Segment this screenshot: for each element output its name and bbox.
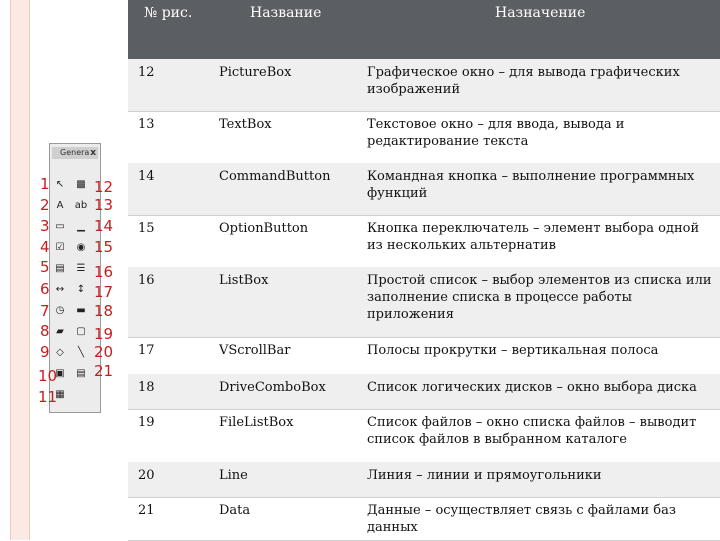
callout-number: 12: [94, 178, 114, 196]
line-icon[interactable]: ╲: [77, 347, 85, 358]
callout-number: 20: [94, 343, 114, 361]
optionbutton-icon[interactable]: ◉: [76, 242, 86, 253]
row-name: PictureBox: [219, 65, 292, 80]
callout-number: 5: [40, 258, 50, 276]
toolbox-titlebar: [52, 147, 98, 159]
frame-icon[interactable]: ▭: [55, 221, 65, 232]
row-name: TextBox: [219, 117, 272, 132]
callout-number: 21: [94, 362, 114, 380]
row-number: 18: [138, 380, 155, 395]
row-number: 20: [138, 468, 155, 483]
row-number: 12: [138, 65, 155, 80]
row-description: Данные – осуществляет связь с файлами баз данных: [367, 503, 676, 535]
hscrollbar-icon[interactable]: ↔: [55, 284, 65, 295]
table-row: [128, 497, 720, 541]
callout-number: 14: [94, 217, 114, 235]
table-row: [128, 111, 720, 164]
row-description: Список логических дисков – окно выбора диска: [367, 380, 697, 395]
callout-number: 8: [40, 322, 50, 340]
data-icon[interactable]: ▤: [76, 368, 86, 379]
combobox-icon[interactable]: ▤: [55, 263, 65, 274]
decorative-left-stripe: [10, 0, 30, 540]
callout-number: 17: [94, 283, 114, 301]
table-row: [128, 267, 720, 338]
row-description: Командная кнопка – выполнение программных функций: [367, 169, 695, 201]
callout-number: 2: [40, 196, 50, 214]
header-purpose: Назначение: [495, 5, 586, 21]
callout-number: 18: [94, 302, 114, 320]
dirlistbox-icon[interactable]: ▰: [56, 326, 64, 337]
row-name: DriveComboBox: [219, 380, 326, 395]
callout-number: 7: [40, 302, 50, 320]
table-row: [128, 374, 720, 410]
table-row: [128, 337, 720, 375]
header-name: Название: [250, 5, 322, 21]
checkbox-icon[interactable]: ☑: [55, 242, 65, 253]
row-number: 16: [138, 273, 155, 288]
callout-number: 13: [94, 196, 114, 214]
callout-number: 19: [94, 325, 114, 343]
callout-number: 16: [94, 263, 114, 281]
table-header: [128, 0, 720, 59]
row-number: 14: [138, 169, 155, 184]
callout-number: 9: [40, 343, 50, 361]
row-number: 21: [138, 503, 155, 518]
ole-icon[interactable]: ▦: [55, 389, 65, 400]
callout-number: 1: [40, 175, 50, 193]
table-row: [128, 215, 720, 268]
row-name: ListBox: [219, 273, 269, 288]
row-number: 19: [138, 415, 155, 430]
table-row: [128, 163, 720, 216]
textbox-icon[interactable]: ab: [74, 200, 88, 211]
shape-icon[interactable]: ◇: [56, 347, 64, 358]
row-description: Линия – линии и прямоугольники: [367, 468, 602, 483]
callout-number: 11: [38, 388, 58, 406]
toolbox-title: Genera: [60, 148, 90, 157]
image-icon[interactable]: ▣: [55, 368, 65, 379]
row-description: Список файлов – окно списка файлов – выводит список файлов в выбранном каталоге: [367, 415, 697, 447]
vscrollbar-icon[interactable]: ↕: [76, 284, 86, 295]
row-number: 15: [138, 221, 155, 236]
table-row: [128, 59, 720, 112]
callout-number: 6: [40, 280, 50, 298]
picturebox-icon[interactable]: ▩: [76, 179, 86, 190]
row-description: Графическое окно – для вывода графических изображений: [367, 65, 680, 97]
callout-number: 3: [40, 217, 50, 235]
row-name: VScrollBar: [219, 343, 291, 358]
drivecombobox-icon[interactable]: ▬: [76, 305, 86, 316]
callout-number: 15: [94, 238, 114, 256]
row-name: Line: [219, 468, 248, 483]
table-row: [128, 462, 720, 498]
row-description: Простой список – выбор элементов из списка или заполнение списка в процессе работы приложения: [367, 273, 712, 322]
close-icon[interactable]: x: [90, 148, 96, 158]
row-description: Полосы прокрутки – вертикальная полоса: [367, 343, 659, 358]
table-row: [128, 409, 720, 463]
row-name: Data: [219, 503, 251, 518]
filelistbox-icon[interactable]: ▢: [76, 326, 86, 337]
row-name: CommandButton: [219, 169, 331, 184]
row-name: OptionButton: [219, 221, 309, 236]
commandbutton-icon[interactable]: ▁: [77, 221, 85, 232]
callout-number: 4: [40, 238, 50, 256]
row-description: Текстовое окно – для ввода, вывода и редактирование текста: [367, 117, 625, 149]
row-name: FileListBox: [219, 415, 294, 430]
label-icon[interactable]: A: [56, 200, 64, 211]
callout-number: 10: [38, 367, 58, 385]
header-number: № рис.: [144, 5, 193, 21]
controls-table: [128, 0, 720, 540]
pointer-icon[interactable]: ↖: [55, 179, 65, 190]
row-number: 17: [138, 343, 155, 358]
row-number: 13: [138, 117, 155, 132]
row-description: Кнопка переключатель – элемент выбора одной из нескольких альтернатив: [367, 221, 700, 253]
timer-icon[interactable]: ◷: [55, 305, 65, 316]
listbox-icon[interactable]: ☰: [76, 263, 86, 274]
